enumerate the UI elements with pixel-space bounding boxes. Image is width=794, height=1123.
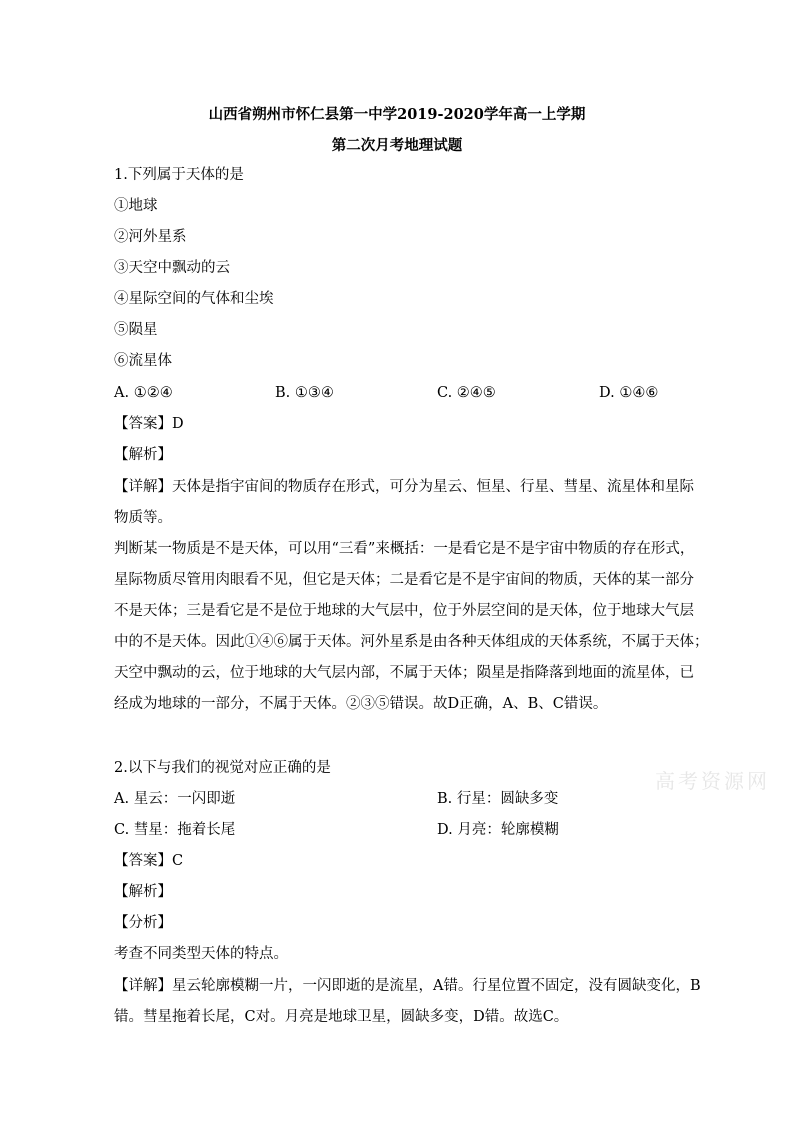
- q1-item: ④星际空间的气体和尘埃: [114, 291, 274, 307]
- q2-option-c: C. 彗星：拖着长尾: [114, 822, 236, 838]
- q1-detail-line: 天空中飘动的云，位于地球的大气层内部，不属于天体；陨星是指降落到地面的流星体，已: [114, 665, 694, 681]
- q2-detail-line: 错。彗星拖着长尾，C对。月亮是地球卫星，圆缺多变，D错。故选C。: [114, 1009, 569, 1025]
- q2-option-a: A. 星云：一闪即逝: [114, 791, 236, 807]
- q1-item: ①地球: [114, 198, 158, 214]
- q1-detail-line: 判断某一物质是不是天体，可以用“三看”来概括：一是看它是不是宇宙中物质的存在形式，: [114, 541, 695, 557]
- q1-answer: 【答案】D: [114, 416, 184, 432]
- q1-detail-line: 物质等。: [114, 510, 172, 526]
- q1-option-c: C. ②④⑤: [437, 385, 496, 401]
- q1-option-a: A. ①②④: [114, 385, 173, 401]
- q1-detail-line: 经成为地球的一部分，不属于天体。②③⑤错误。故D正确，A、B、C错误。: [114, 696, 608, 712]
- q1-item: ⑥流星体: [114, 353, 172, 369]
- q1-option-b: B. ①③④: [275, 385, 334, 401]
- q1-detail-line: 【详解】天体是指宇宙间的物质存在形式，可分为星云、恒星、行星、彗星、流星体和星际: [114, 479, 694, 495]
- watermark: 高考资源网: [655, 769, 770, 793]
- q2-stem: 2.以下与我们的视觉对应正确的是: [114, 760, 331, 776]
- document-title: 山西省朔州市怀仁县第一中学2019-2020学年高一上学期: [208, 106, 586, 123]
- q1-item: ②河外星系: [114, 229, 187, 245]
- q1-item: ⑤陨星: [114, 322, 158, 338]
- q1-detail-line: 星际物质尽管用肉眼看不见，但它是天体；二是看它是不是宇宙间的物质，天体的某一部分: [114, 572, 694, 588]
- q1-item: ③天空中飘动的云: [114, 260, 230, 276]
- q1-detail-line: 不是天体；三是看它是不是位于地球的大气层中，位于外层空间的是天体，位于地球大气层: [114, 603, 694, 619]
- q2-fenxi-label: 【分析】: [114, 915, 172, 931]
- document-subtitle: 第二次月考地理试题: [331, 137, 463, 154]
- q2-answer: 【答案】C: [114, 853, 184, 869]
- q2-fenxi-text: 考查不同类型天体的特点。: [114, 946, 288, 962]
- q2-option-b: B. 行星：圆缺多变: [437, 791, 559, 807]
- q1-detail-line: 中的不是天体。因此①④⑥属于天体。河外星系是由各种天体组成的天体系统，不属于天体；: [114, 634, 709, 650]
- q1-analysis-label: 【解析】: [114, 447, 172, 463]
- q2-detail-line: 【详解】星云轮廓模糊一片，一闪即逝的是流星，A错。行星位置不固定，没有圆缺变化，B: [114, 978, 701, 994]
- q1-option-d: D. ①④⑥: [599, 385, 659, 401]
- q2-analysis-label: 【解析】: [114, 884, 172, 900]
- q2-option-d: D. 月亮：轮廓模糊: [437, 822, 559, 838]
- q1-stem: 1.下列属于天体的是: [114, 167, 244, 183]
